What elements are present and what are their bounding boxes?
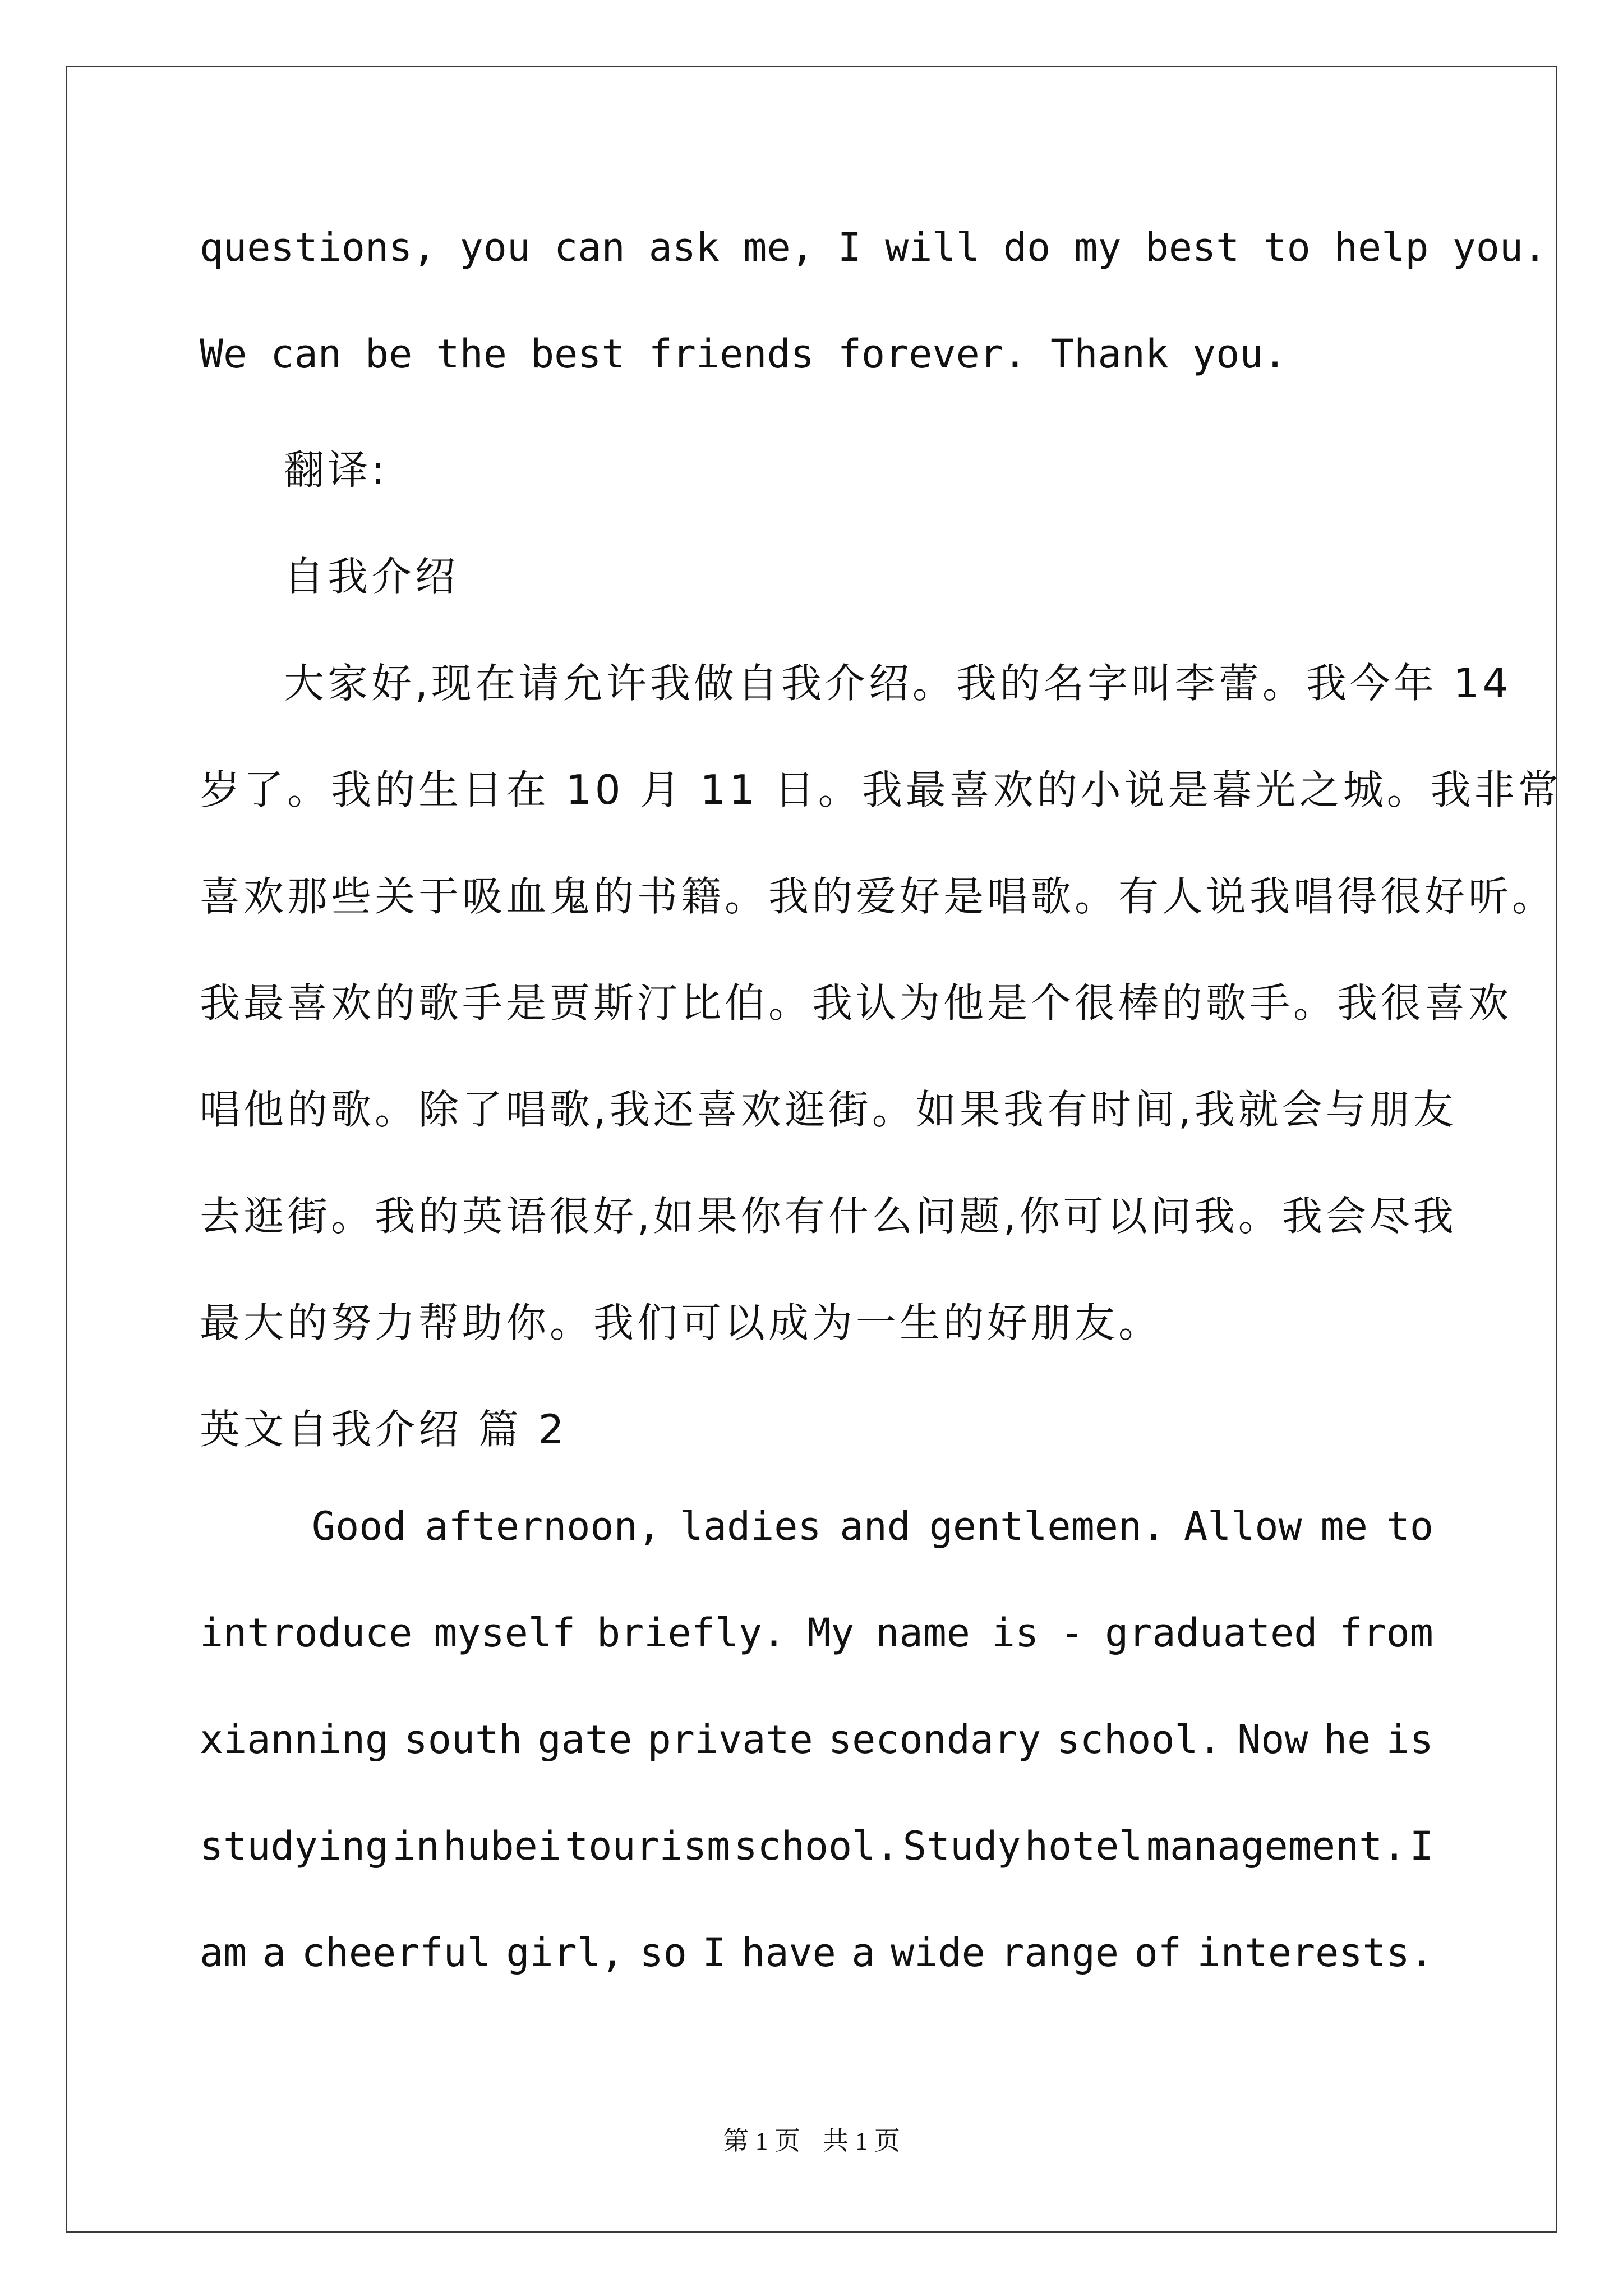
word: secondary [828,1717,1041,1763]
word: so [639,1930,687,1976]
word: a [851,1930,875,1976]
page-number: 第 1 页 [723,2127,800,2155]
text-line: 最大的努力帮助你。我们可以成为一生的好朋友。 [200,1299,1163,1346]
translation-title: 自我介绍 [284,553,459,600]
word: name [875,1610,970,1656]
word: management. [1146,1823,1407,1869]
word: afternoon, [425,1503,661,1549]
word: a [262,1930,287,1976]
word: gate [537,1717,633,1763]
word: range [1000,1930,1119,1976]
word: tourism [565,1823,731,1869]
word: school. [1056,1717,1222,1763]
word: of [1134,1930,1182,1976]
word: xianning [200,1717,389,1763]
document-body [200,224,1562,2036]
word: studying [200,1823,389,1869]
word: am [200,1930,247,1976]
word: Study [902,1823,1021,1869]
text-line [200,1823,1433,1930]
word: is [991,1610,1039,1656]
text-line: 去逛街。我的英语很好,如果你有什么问题,你可以问我。我会尽我 [200,1193,1457,1240]
word: hubei [443,1823,561,1869]
word: hotel [1024,1823,1143,1869]
text-line: 唱他的歌。除了唱歌,我还喜欢逛街。如果我有时间,我就会与朋友 [200,1086,1457,1133]
word: wide [891,1930,985,1976]
word: girl, [506,1930,625,1976]
word: Now [1237,1717,1308,1763]
word: introduce [200,1610,413,1656]
section-heading: 英文自我介绍 篇 2 [200,1406,568,1453]
word: me [1320,1503,1368,1549]
word: myself [434,1610,576,1656]
text-line: 岁了。我的生日在 10 月 11 日。我最喜欢的小说是暮光之城。我非常 [200,766,1562,813]
word: I [702,1930,726,1976]
word: interests. [1197,1930,1433,1976]
page-footer [0,2120,1623,2157]
text-line: 喜欢那些关于吸血鬼的书籍。我的爱好是唱歌。有人说我唱得很好听。 [200,873,1556,920]
word: cheerful [301,1930,491,1976]
word: graduated [1105,1610,1318,1656]
text-line [200,1717,1433,1823]
word: and [840,1503,911,1549]
word: Allow [1183,1503,1302,1549]
word: gentlemen. [929,1503,1166,1549]
word: in [392,1823,440,1869]
word: south [404,1717,523,1763]
word: he [1323,1717,1371,1763]
word: ladies [679,1503,822,1549]
word: school. [734,1823,900,1869]
word: briefly. [597,1610,786,1656]
text-line [200,1930,1433,2036]
word: - [1060,1610,1084,1656]
text-line: 我最喜欢的歌手是贾斯汀比伯。我认为他是个很棒的歌手。我很喜欢 [200,979,1513,1027]
word: private [647,1717,813,1763]
translation-label: 翻译: [284,447,389,494]
text-line: 大家好,现在请允许我做自我介绍。我的名字叫李蕾。我今年 14 [284,660,1512,707]
word: have [741,1930,836,1976]
word: from [1339,1610,1433,1656]
text-line: questions, you can ask me, I will do my best to help you. [200,224,1547,270]
page-total: 共 1 页 [823,2127,900,2155]
text-line [200,1610,1433,1717]
word: I [1409,1823,1433,1869]
word: to [1386,1503,1433,1549]
text-line: We can be the best friends forever. Thank you. [200,331,1287,377]
word: My [807,1610,855,1656]
word: is [1386,1717,1433,1763]
word: Good [312,1503,407,1549]
text-line [200,1503,1433,1610]
